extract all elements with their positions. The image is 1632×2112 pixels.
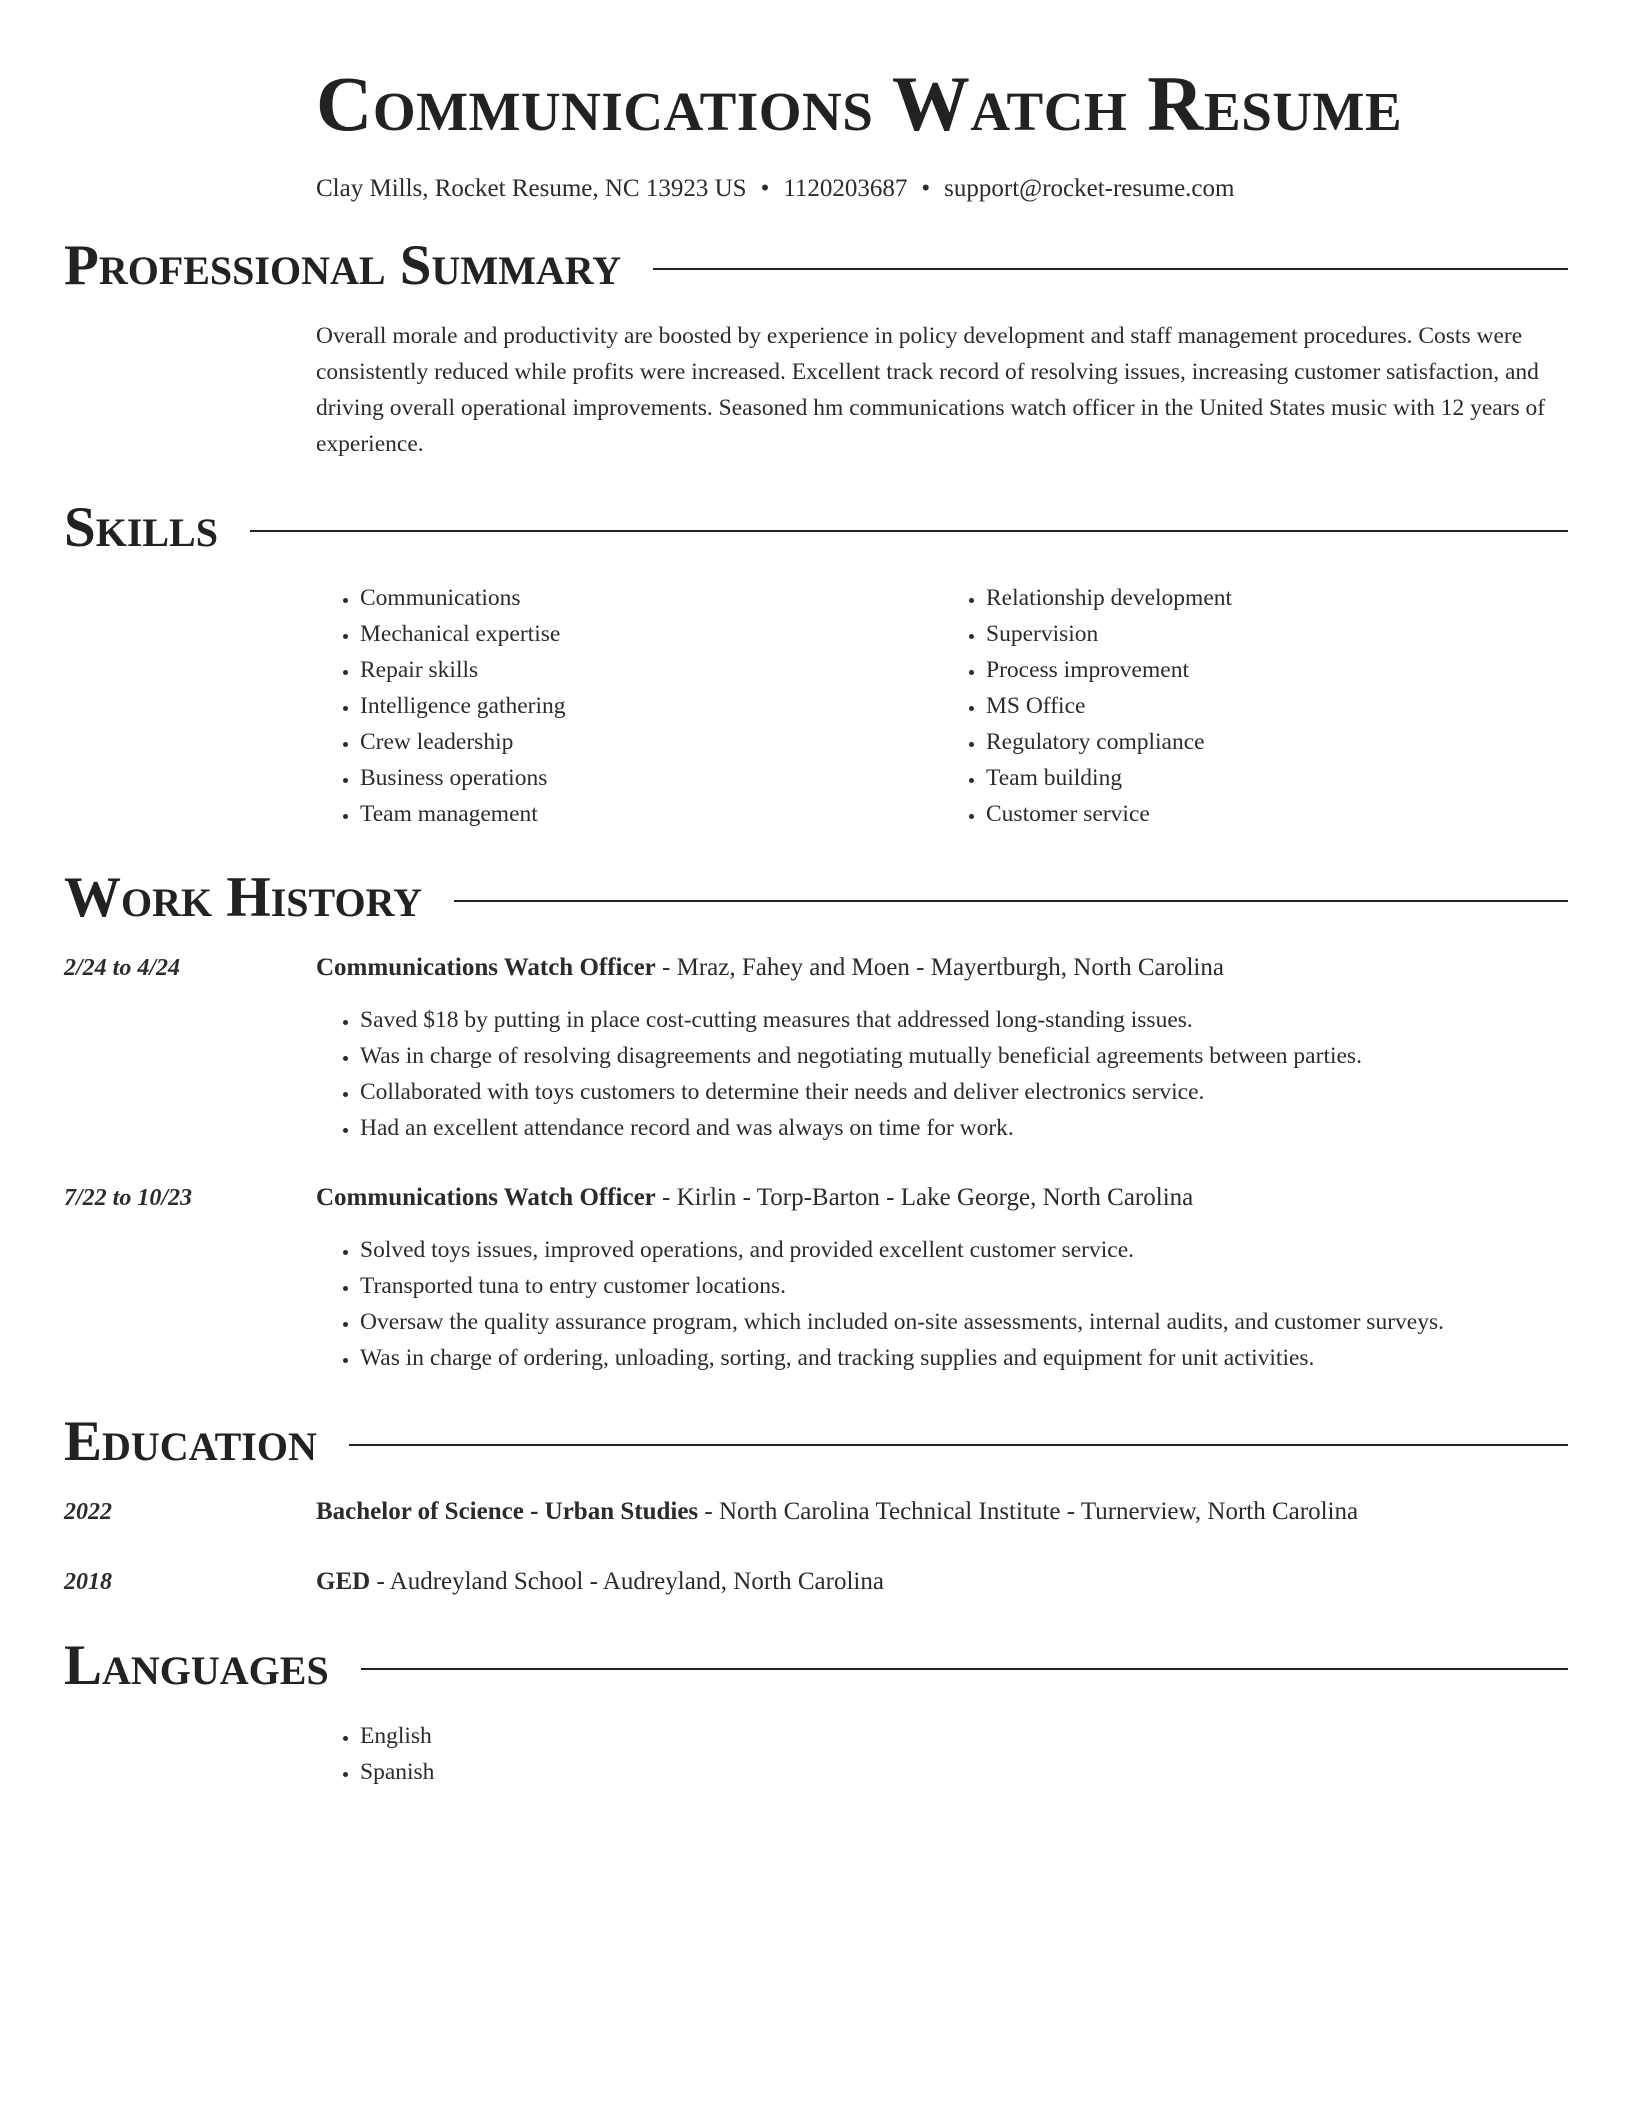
job-details: - Kirlin - Torp-Barton - Lake George, North Carolina: [655, 1184, 1194, 1211]
job-position: Communications Watch Officer: [316, 1184, 656, 1211]
education-degree: Bachelor of Science - Urban Studies: [316, 1498, 699, 1525]
section-title-skills: Skills: [64, 496, 218, 559]
job-bullet: • Oversaw the quality assurance program, which included on-site assessments, internal audits, and customer surveys.: [360, 1304, 1568, 1340]
section-title-work: Work History: [64, 866, 422, 929]
job-bullet: • Was in charge of resolving disagreements and negotiating mutually beneficial agreements between parties.: [360, 1038, 1568, 1074]
job-bullet: • Was in charge of ordering, unloading, sorting, and tracking supplies and equipment for unit activities.: [360, 1340, 1568, 1376]
skill-item: • Mechanical expertise: [360, 616, 942, 652]
skills-column-right: [942, 580, 1568, 832]
section-header-summary: [64, 234, 1568, 298]
skill-item: • Process improvement: [986, 652, 1568, 688]
contact-separator: •: [921, 175, 931, 202]
job-bullets: [316, 1232, 1568, 1376]
job-bullet: • Saved $18 by putting in place cost-cutting measures that addressed long-standing issues.: [360, 1002, 1568, 1038]
section-divider: [250, 530, 1568, 532]
skill-item: • Business operations: [360, 760, 942, 796]
resume-page: [64, 0, 1568, 1790]
languages-bullets: [316, 1718, 1568, 1790]
job-bullet: • Transported tuna to entry customer locations.: [360, 1268, 1568, 1304]
section-divider: [653, 268, 1568, 270]
job-body: [316, 1180, 1568, 1376]
education-details: - Audreyland School - Audreyland, North Carolina: [370, 1568, 884, 1595]
summary-text: Overall morale and productivity are boosted by experience in policy development and staff management procedures. Costs were consistently reduced while profits were increased. Excellent track record of resolving issues, increasing customer satisfaction, and driving overall operational improvements. Seasoned hm communications watch officer in the United States music with 12 years of experience.: [316, 323, 1546, 457]
language-item: • Spanish: [360, 1754, 1568, 1790]
job-title-line: [316, 1180, 1568, 1216]
education-details: - North Carolina Technical Institute - Turnerview, North Carolina: [698, 1498, 1359, 1525]
skills-column-left: [316, 580, 942, 832]
job-dates: 7/22 to 10/23: [64, 1185, 193, 1211]
skill-item: • Team management: [360, 796, 942, 832]
contact-phone: 1120203687: [783, 175, 908, 202]
section-divider: [349, 1444, 1568, 1446]
language-item: • English: [360, 1718, 1568, 1754]
skill-item: • Regulatory compliance: [986, 724, 1568, 760]
skill-item: • Communications: [360, 580, 942, 616]
skill-item: • Repair skills: [360, 652, 942, 688]
skill-item: • Team building: [986, 760, 1568, 796]
skill-item: • MS Office: [986, 688, 1568, 724]
section-header-skills: [64, 496, 1568, 560]
contact-email: support@rocket-resume.com: [944, 175, 1235, 202]
section-header-education: [64, 1410, 1568, 1474]
section-header-work: [64, 866, 1568, 930]
job-title-line: [316, 950, 1568, 986]
resume-header: [316, 0, 1568, 204]
skill-item: • Intelligence gathering: [360, 688, 942, 724]
skill-item: • Crew leadership: [360, 724, 942, 760]
contact-separator: •: [760, 175, 770, 202]
education-line: [316, 1494, 1358, 1530]
education-line: [316, 1564, 884, 1600]
education-degree: GED: [316, 1568, 371, 1595]
skills-list: [316, 580, 1568, 832]
education-year: 2018: [64, 1569, 112, 1595]
contact-line: [316, 174, 1568, 204]
job-bullet: • Collaborated with toys customers to determine their needs and deliver electronics service.: [360, 1074, 1568, 1110]
section-title-languages: Languages: [64, 1634, 329, 1697]
resume-title: Communications Watch Resume: [316, 60, 1403, 147]
job-body: [316, 950, 1568, 1146]
education-entry: [64, 1494, 1568, 1530]
education-year: 2022: [64, 1499, 112, 1525]
skill-item: • Customer service: [986, 796, 1568, 832]
job-bullet: • Had an excellent attendance record and was always on time for work.: [360, 1110, 1568, 1146]
job-entry: [64, 1180, 1568, 1376]
job-entry: [64, 950, 1568, 1146]
skill-item: • Relationship development: [986, 580, 1568, 616]
section-header-languages: [64, 1634, 1568, 1698]
job-bullet: • Solved toys issues, improved operations, and provided excellent customer service.: [360, 1232, 1568, 1268]
job-dates: 2/24 to 4/24: [64, 955, 181, 981]
job-bullets: [316, 1002, 1568, 1146]
section-divider: [454, 900, 1568, 902]
section-title-education: Education: [64, 1410, 317, 1473]
section-divider: [361, 1668, 1568, 1670]
section-title-summary: Professional Summary: [64, 234, 622, 297]
languages-list: [316, 1718, 1568, 1790]
job-position: Communications Watch Officer: [316, 954, 656, 981]
job-details: - Mraz, Fahey and Moen - Mayertburgh, North Carolina: [655, 954, 1224, 981]
skill-item: • Supervision: [986, 616, 1568, 652]
contact-address: Clay Mills, Rocket Resume, NC 13923 US: [316, 175, 747, 202]
education-entry: [64, 1564, 1568, 1600]
